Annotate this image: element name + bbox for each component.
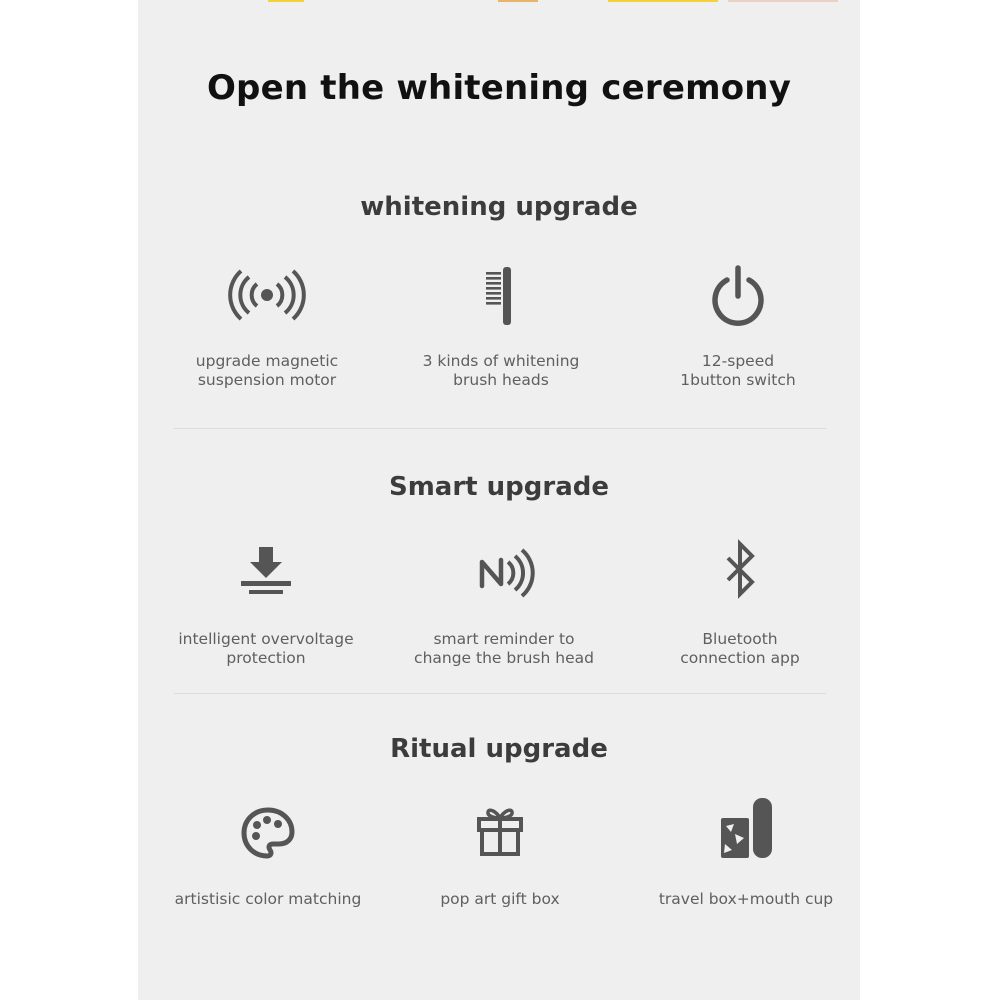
feature-magnetic-motor (147, 260, 387, 389)
feature-power-switch (618, 260, 858, 389)
gift-box-icon (455, 798, 545, 868)
feature-label: travel box+mouth cup (658, 890, 834, 908)
nfc-signal-icon (459, 538, 549, 608)
page-title: Open the whitening ceremony (206, 68, 792, 108)
palette-icon (223, 798, 313, 868)
travel-box-cup-icon (701, 798, 791, 868)
feature-label: upgrade magnetic suspension motor (195, 352, 339, 389)
feature-bluetooth (620, 538, 860, 667)
feature-label: smart reminder to change the brush head (414, 630, 594, 667)
feature-label: intelligent overvoltage protection (178, 630, 354, 667)
feature-gift-box (380, 798, 620, 909)
bluetooth-icon (695, 538, 785, 608)
download-protection-icon (221, 538, 311, 608)
section-divider (174, 693, 826, 694)
feature-overvoltage (146, 538, 386, 667)
section-title-whitening: whitening upgrade (360, 192, 638, 222)
feature-label: pop art gift box (440, 890, 560, 908)
feature-color-matching (148, 798, 388, 909)
feature-label: 3 kinds of whitening brush heads (422, 352, 580, 389)
feature-label: artistisic color matching (174, 890, 362, 908)
feature-panel (138, 0, 860, 1000)
brush-head-icon (456, 260, 546, 330)
power-icon (693, 260, 783, 330)
feature-label: Bluetooth connection app (680, 630, 800, 667)
vibration-icon (222, 260, 312, 330)
top-color-strip (138, 0, 860, 3)
feature-label: 12-speed 1button switch (680, 352, 796, 389)
section-title-ritual: Ritual upgrade (390, 734, 608, 764)
feature-brush-reminder (384, 538, 624, 667)
feature-brush-heads (381, 260, 621, 389)
section-title-smart: Smart upgrade (388, 472, 609, 502)
feature-travel-box (626, 798, 860, 909)
section-divider (174, 428, 826, 429)
